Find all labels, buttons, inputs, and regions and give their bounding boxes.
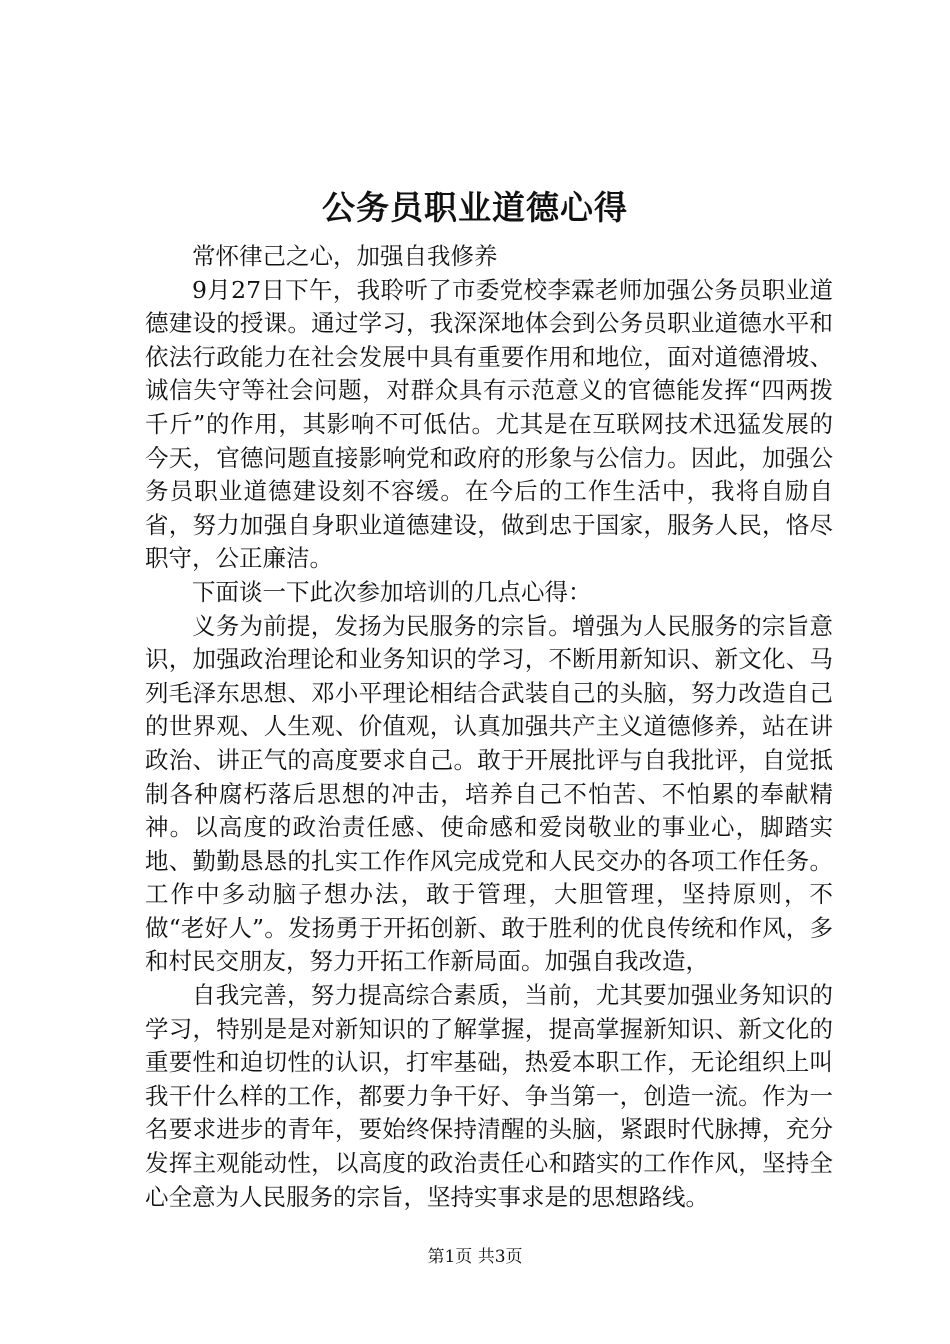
paragraph: 自我完善，努力提高综合素质，当前，尤其要加强业务知识的学习，特别是是对新知识的了解掌握，提高掌握新知识、新文化的重要性和迫切性的认识，打牢基础，热爱本职工作，无论组织上叫我干什么样的工作，都要力争干好、争当第一，创造一流。作为一名要求进步的青年，要始终保持清醒的头脑，紧跟时代脉搏，充分发挥主观能动性，以高度的政治责任心和踏实的工作作风，坚持全心全意为人民服务的宗旨，坚持实事求是的思想路线。	[145, 981, 833, 1211]
document-body	[145, 240, 833, 1214]
document-title: 公务员职业道德心得	[322, 188, 628, 227]
paragraph: 下面谈一下此次参加培训的几点心得：	[192, 577, 592, 606]
paragraph: 义务为前提，发扬为民服务的宗旨。增强为人民服务的宗旨意识，加强政治理论和业务知识的学习，不断用新知识、新文化、马列毛泽东思想、邓小平理论相结合武装自己的头脑，努力改造自己的世界观、人生观、价值观，认真加强共产主义道德修养，站在讲政治、讲正气的高度要求自己。敢于开展批评与自我批评，自觉抵制各种腐朽落后思想的冲击，培养自己不怕苦、不怕累的奉献精神。以高度的政治责任感、使命感和爱岗敬业的事业心，脚踏实地、勤勤恳恳的扎实工作作风完成党和人民交办的各项工作任务。工作中多动脑子想办法，敢于管理，大胆管理，坚持原则，不做“老好人”。发扬勇于开拓创新、敢于胜利的优良传统和作风，多和村民交朋友，努力开拓工作新局面。加强自我改造，	[145, 611, 833, 976]
paragraph-heading: 常怀律己之心，加强自我修养	[192, 242, 498, 270]
page-number: 第1页 共3页	[427, 1247, 523, 1267]
paragraph: 9月27日下午，我聆听了市委党校李霖老师加强公务员职业道德建设的授课。通过学习，我深深地体会到公务员职业道德水平和依法行政能力在社会发展中具有重要作用和地位，面对道德滑坡、诚信失守等社会问题，对群众具有示范意义的官德能发挥“四两拨千斤”的作用，其影响不可低估。尤其是在互联网技术迅猛发展的今天，官德问题直接影响党和政府的形象与公信力。因此，加强公务员职业道德建设刻不容缓。在今后的工作生活中，我将自励自省，努力加强自身职业道德建设，做到忠于国家，服务人民，恪尽职守，公正廉洁。	[145, 275, 833, 573]
